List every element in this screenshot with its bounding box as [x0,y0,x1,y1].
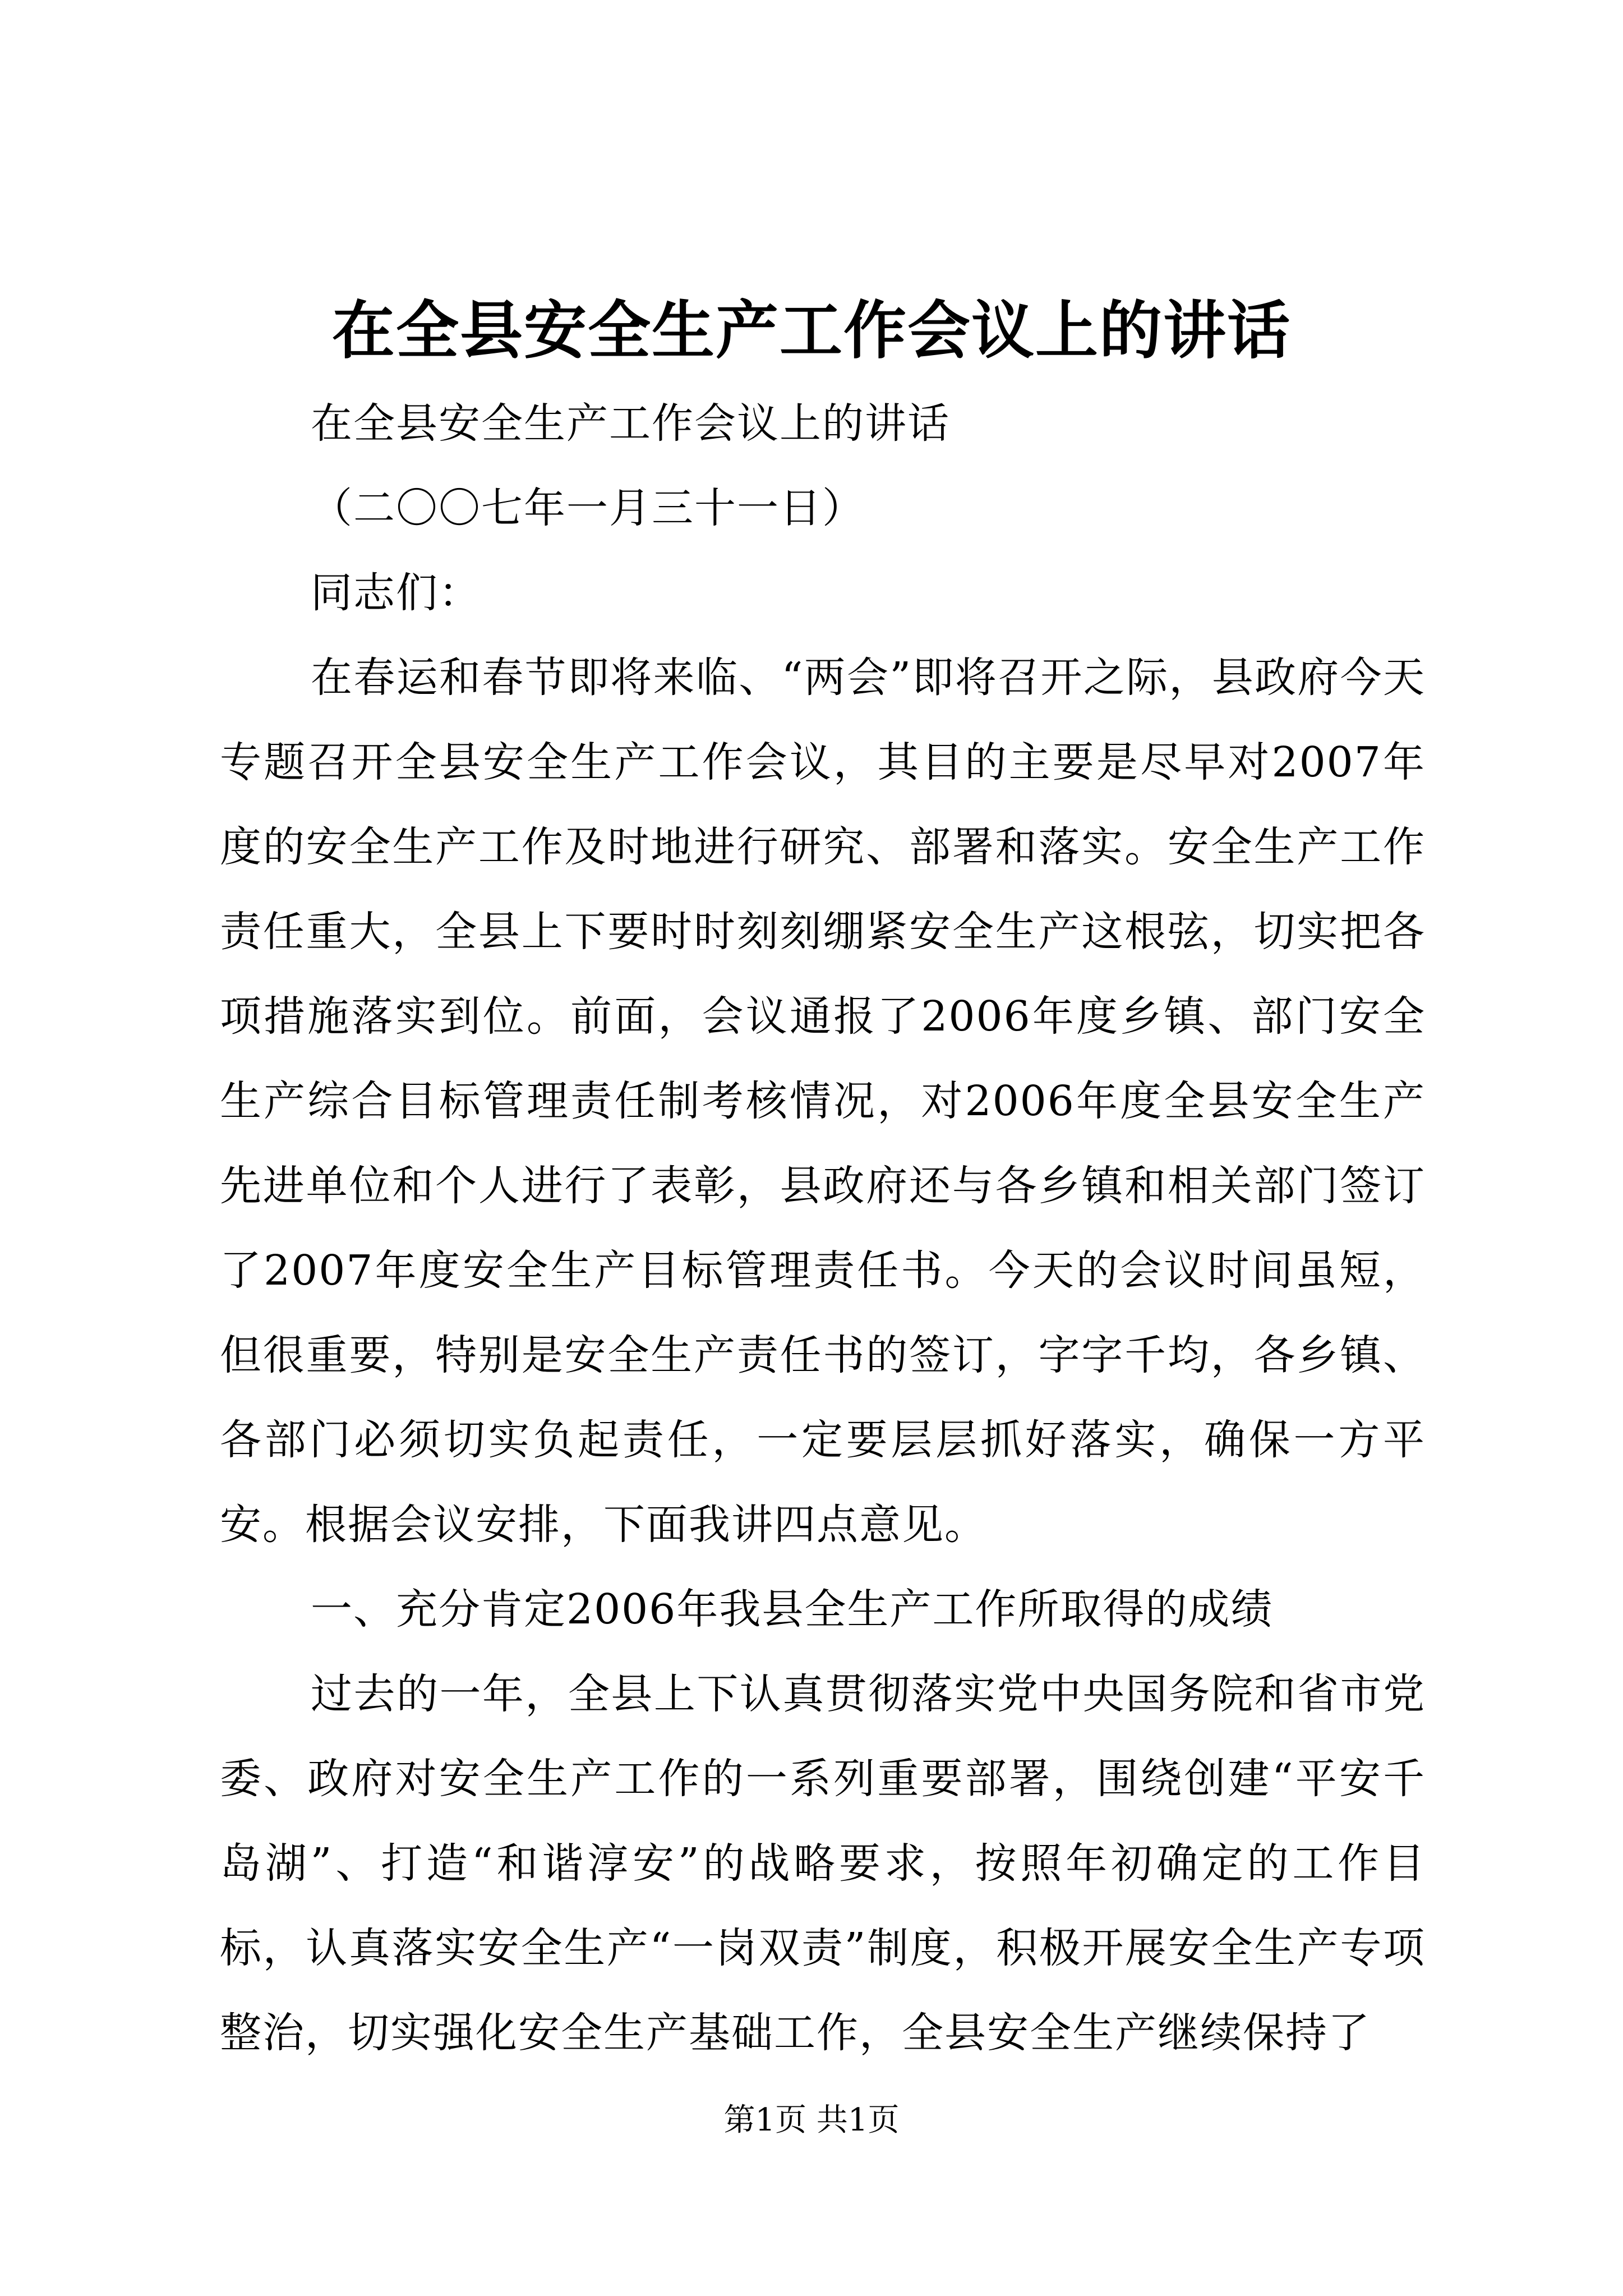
paragraph-section-heading: 一、充分肯定2006年我县全生产工作所取得的成绩 [311,1585,1274,1634]
paragraph-heading-repeat: 在全县安全生产工作会议上的讲话 [311,399,950,448]
document-title: 在全县安全生产工作会议上的讲话 [332,294,1291,367]
paragraph-review: 过去的一年，全县上下认真贯彻落实党中央国务院和省市党委、政府对安全生产工作的一系列重要部署，围绕创建“平安千岛湖”、打造“和谐淳安”的战略要求，按照年初确定的工作目标，认真落实安全生产“一岗双责”制度，积极开展安全生产专项整治，切实强化安全生产基础工作，全县安全生产继续保持了 [220,1670,1426,2057]
document-body [220,381,1426,2076]
page-footer: 第1页 共1页 [723,2102,900,2138]
paragraph-salutation: 同志们： [311,569,481,617]
paragraph-date: （二〇〇七年一月三十一日） [311,484,865,532]
paragraph-intro: 在春运和春节即将来临、“两会”即将召开之际，县政府今天专题召开全县安全生产工作会议，其目的主要是尽早对2007年度的安全生产工作及时地进行研究、部署和落实。安全生产工作责任重大，全县上下要时时刻刻绷紧安全生产这根弦，切实把各项措施落实到位。前面，会议通报了2006年度乡镇、部门安全生产综合目标管理责任制考核情况，对2006年度全县安全生产先进单位和个人进行了表彰，县政府还与各乡镇和相关部门签订了2007年度安全生产目标管理责任书。今天的会议时间虽短，但很重要，特别是安全生产责任书的签订，字字千均，各乡镇、各部门必须切实负起责任，一定要层层抓好落实，确保一方平安。根据会议安排，下面我讲四点意见。 [220,654,1426,1549]
